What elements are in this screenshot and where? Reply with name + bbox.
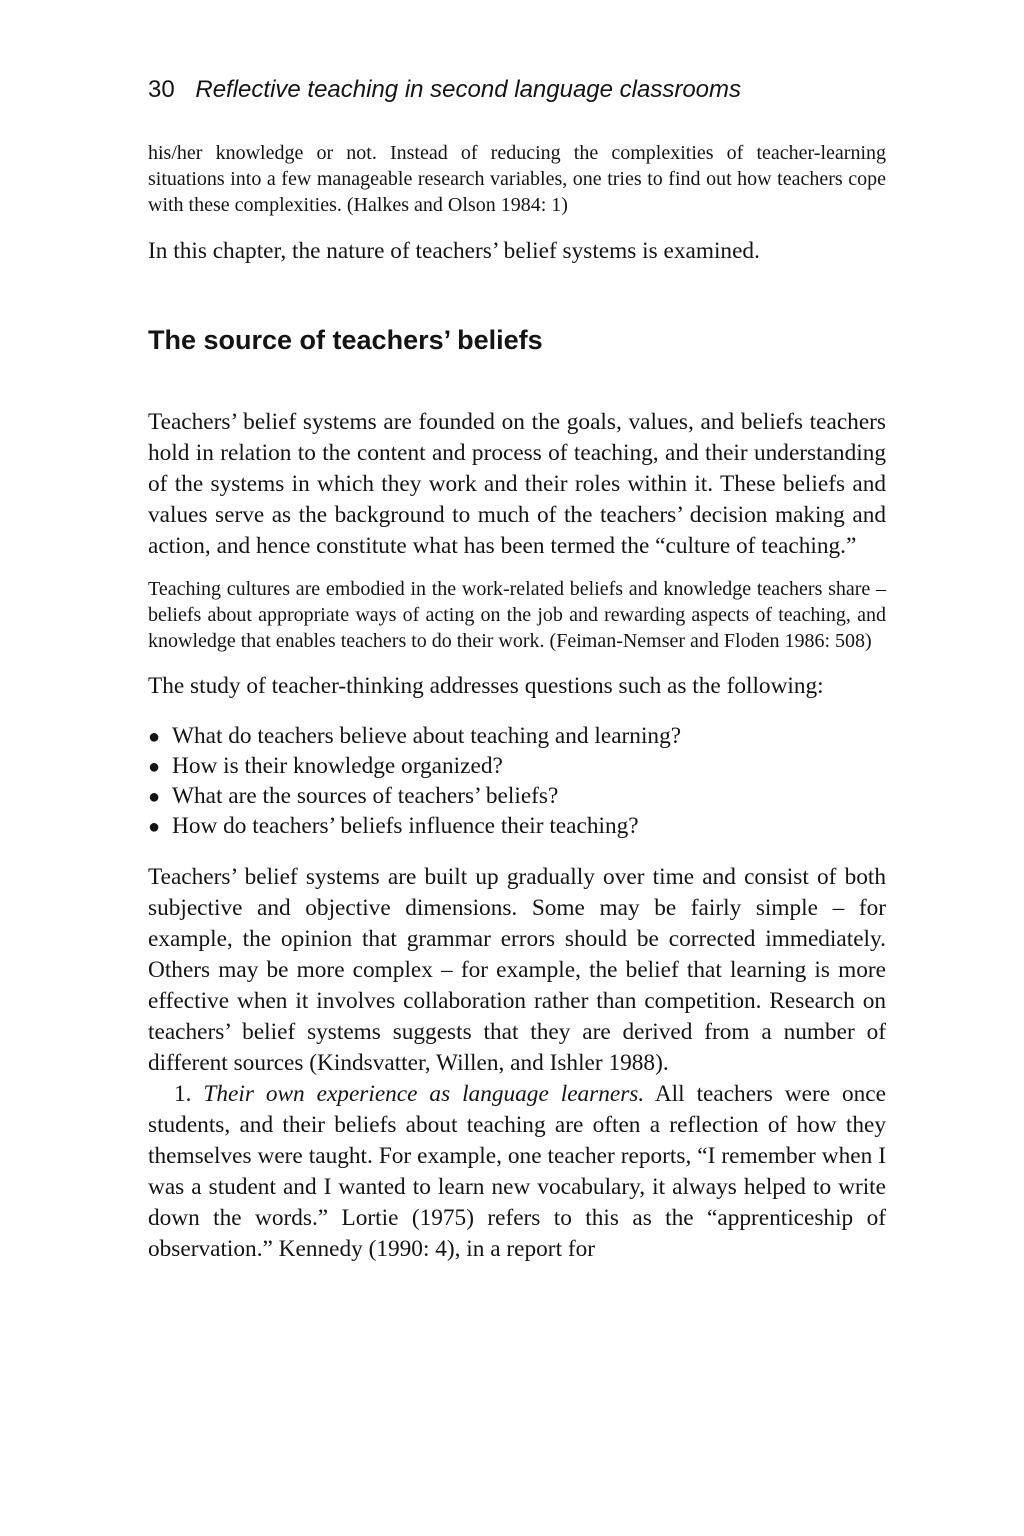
item-title: Their own experience as language learners.: [203, 1081, 645, 1107]
quote-citation: (Feiman-Nemser and Floden 1986: 508): [549, 630, 872, 652]
book-page: [148, 74, 886, 1265]
paragraph-teacher-thinking: The study of teacher-thinking addresses questions such as the following:: [148, 673, 824, 699]
block-quote-halkes-olson: [148, 140, 886, 218]
paragraph-belief-sources: Teachers’ belief systems are built up gradually over time and consist of both subjective and objective dimensions. Some may be fairly simple – for example, the opinion that grammar errors should be corrected immediately. Others may be more complex – for example, the belief that learning is more effective when it involves collaboration rather than competition. Research on teachers’ belief systems suggests that they are derived from a number of different sources (Kindsvatter, Willen, and Ishler 1988).: [148, 864, 886, 1076]
item-text: All teachers were once students, and their beliefs about teaching are often a reflection of how they themselves were taught. For example, one teacher reports, “I remember when I was a student and I wanted to learn new vocabulary, it always helped to write down the words.” Lortie (1975) refers to this as the “apprenticeship of observation.” Kennedy (1990: 4), in a report for: [148, 1081, 886, 1262]
list-item: [148, 812, 886, 842]
bullet-icon: ●: [148, 816, 161, 838]
list-item-text: How do teachers’ beliefs influence their teaching?: [172, 813, 639, 839]
list-item-text: How is their knowledge organized?: [172, 753, 503, 779]
bullet-icon: ●: [148, 726, 161, 748]
page-number: 30: [148, 76, 175, 103]
list-item-text: What are the sources of teachers’ beliefs?: [172, 783, 559, 809]
quote-citation: (Halkes and Olson 1984: 1): [346, 194, 568, 216]
numbered-item-learner-experience: [148, 1079, 886, 1265]
section-heading: The source of teachers’ beliefs: [148, 325, 543, 355]
bullet-icon: ●: [148, 756, 161, 778]
questions-list: [148, 722, 886, 842]
intro-paragraph: In this chapter, the nature of teachers’ belief systems is examined.: [148, 238, 760, 264]
paragraph-belief-systems: Teachers’ belief systems are founded on the goals, values, and beliefs teachers hold in relation to the content and process of teaching, and their understanding of the systems in which they work and their roles within it. These beliefs and values serve as the background to much of the teachers’ decision making and action, and hence constitute what has been termed the “culture of teaching.”: [148, 409, 886, 559]
block-quote-feiman-nemser: [148, 576, 886, 654]
bullet-icon: ●: [148, 786, 161, 808]
item-number: 1.: [174, 1081, 192, 1107]
list-item-text: What do teachers believe about teaching and learning?: [172, 723, 682, 749]
book-title: Reflective teaching in second language classrooms: [195, 76, 742, 103]
list-item: [148, 722, 886, 752]
quote-text: his/her knowledge or not. Instead of reducing the complexities of teacher-learning situations into a few manageable research variables, one tries to find out how teachers cope with these complexities.: [148, 142, 886, 216]
running-head: [148, 74, 886, 106]
list-item: [148, 752, 886, 782]
list-item: [148, 782, 886, 812]
quote-text: Teaching cultures are embodied in the work-related beliefs and knowledge teachers share – beliefs about appropriate ways of acting on the job and rewarding aspects of teaching, and knowledge that enables teachers to do their work.: [148, 578, 886, 652]
